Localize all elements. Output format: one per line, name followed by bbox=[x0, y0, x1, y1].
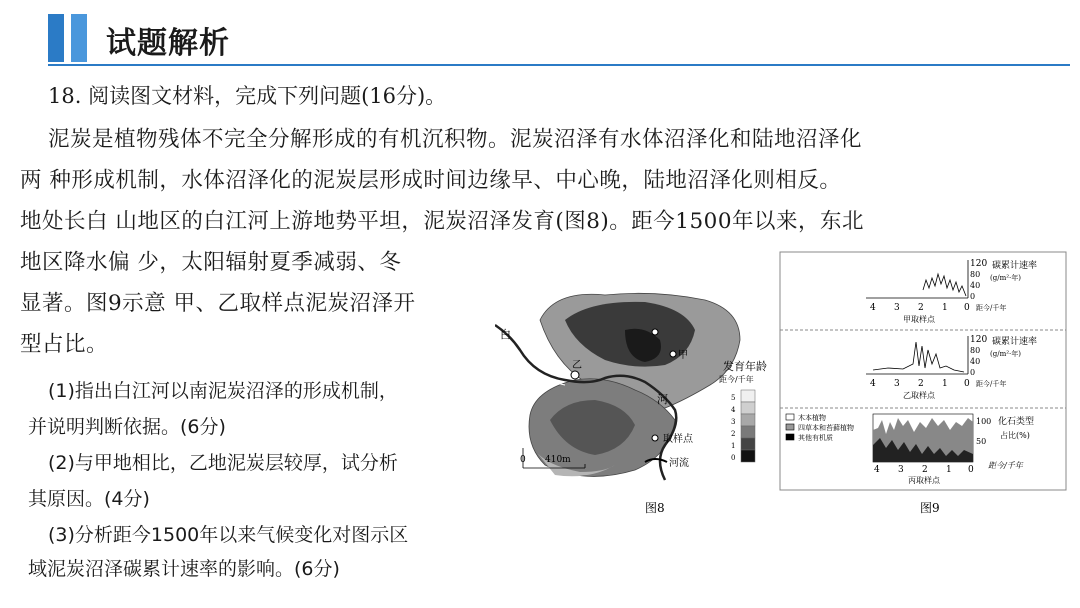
panel1-xtick-0: 0 bbox=[964, 303, 970, 313]
sub-question-3a: (3)分析距今1500年以来气候变化对图示区 bbox=[48, 524, 409, 546]
sub-question-1b: 并说明判断依据。(6分) bbox=[28, 416, 226, 438]
scale-distance: 410m bbox=[545, 455, 571, 465]
panel2-xtick-3: 3 bbox=[894, 379, 900, 389]
map-label-jia: 甲 bbox=[678, 350, 688, 361]
panel1-ylabel: 碳累计速率 bbox=[992, 261, 1038, 271]
material-line-1: 泥炭是植物残体不完全分解形成的有机沉积物。泥炭沼泽有水体沼泽化和陆地沼泽化 bbox=[48, 127, 863, 152]
panel3-legend-other: 其他有机质 bbox=[798, 434, 833, 442]
legend-tick-1: 1 bbox=[731, 442, 736, 450]
panel2-xtick-2: 2 bbox=[918, 379, 924, 389]
panel3-legend-herb: 四草本和苔藓植物 bbox=[798, 424, 854, 432]
panel3-xtick-0: 0 bbox=[968, 465, 974, 475]
sub-question-2a: (2)与甲地相比，乙地泥炭层较厚，试分析 bbox=[48, 452, 398, 474]
panel2-ytick-0: 0 bbox=[970, 368, 976, 377]
panel3-legend-woody: 木本植物 bbox=[798, 414, 826, 422]
panel2-unit: (g/m²·年) bbox=[990, 350, 1021, 358]
map-label-he: 河 bbox=[657, 393, 668, 406]
panel1-xtick-4: 4 bbox=[870, 303, 876, 313]
figure-8-caption: 图8 bbox=[645, 501, 665, 515]
legend-river-label: 河流 bbox=[669, 458, 689, 469]
header-accent-bar bbox=[48, 14, 64, 62]
scale-zero: 0 bbox=[520, 455, 526, 465]
legend-tick-0: 0 bbox=[731, 454, 736, 462]
sub-question-3b: 域泥炭沼泽碳累计速率的影响。(6分) bbox=[28, 558, 340, 580]
figure-9-charts bbox=[778, 250, 1070, 525]
sub-question-2b: 其原因。(4分) bbox=[28, 488, 150, 510]
sample-point-marker-2 bbox=[670, 351, 676, 357]
panel3-site: 丙取样点 bbox=[908, 476, 940, 485]
legend-swatch-5 bbox=[741, 390, 755, 402]
legend-title: 发育年龄 bbox=[723, 360, 767, 373]
panel1-ytick-0: 0 bbox=[970, 292, 976, 301]
panel3-xtick-4: 4 bbox=[874, 465, 880, 475]
panel1-unit: (g/m²·年) bbox=[990, 274, 1021, 282]
panel2-xtick-0: 0 bbox=[964, 379, 970, 389]
map-label-yi: 乙 bbox=[572, 360, 582, 371]
material-line-2: 两 种形成机制，水体沼泽化的泥炭层形成时间边缘早、中心晚，陆地沼泽化则相反。 bbox=[20, 168, 842, 193]
panel3-xtick-1: 1 bbox=[946, 465, 952, 475]
panel3-legend-woody-swatch bbox=[786, 414, 794, 420]
panel3-ylabel2: 占比(%) bbox=[1000, 431, 1030, 440]
panel1-xtick-3: 3 bbox=[894, 303, 900, 313]
panel2-ytick-120: 120 bbox=[970, 335, 988, 345]
legend-swatch-4 bbox=[741, 402, 755, 414]
legend-swatch-0 bbox=[741, 450, 755, 462]
legend-swatch-2 bbox=[741, 426, 755, 438]
sample-point-yi-marker bbox=[571, 371, 579, 379]
legend-tick-5: 5 bbox=[731, 394, 736, 402]
panel1-xtick-1: 1 bbox=[942, 303, 948, 313]
panel1-site: 甲取样点 bbox=[903, 315, 935, 324]
panel3-ytick-100: 100 bbox=[976, 417, 992, 426]
legend-tick-2: 2 bbox=[731, 430, 736, 438]
header-divider bbox=[48, 64, 1070, 66]
legend-tick-3: 3 bbox=[731, 418, 736, 426]
legend-swatch-1 bbox=[741, 438, 755, 450]
panel3-ylabel: 化石类型 bbox=[998, 417, 1035, 427]
page-title: 试题解析 bbox=[106, 26, 230, 61]
panel1-xtick-2: 2 bbox=[918, 303, 924, 313]
panel1-xunit: 距今/千年 bbox=[976, 304, 1007, 312]
sample-point-jia-marker bbox=[652, 329, 658, 335]
material-line-3: 地处长白 山地区的白江河上游地势平坦，泥炭沼泽发育(图8)。距今1500年以来，东北 bbox=[20, 209, 865, 234]
panel1-ytick-40: 40 bbox=[970, 281, 981, 290]
panel3-xunit: 距今/千年 bbox=[988, 461, 1023, 470]
legend-tick-4: 4 bbox=[731, 406, 736, 414]
panel2-ylabel: 碳累计速率 bbox=[992, 337, 1038, 347]
legend-sample-label: 取样点 bbox=[663, 434, 693, 445]
material-line-6: 型占比。 bbox=[20, 332, 109, 357]
panel3-legend-herb-swatch bbox=[786, 424, 794, 430]
material-line-5: 显著。图9示意 甲、乙取样点泥炭沼泽开 bbox=[20, 291, 416, 316]
question-heading: 18. 阅读图文材料，完成下列问题(16分)。 bbox=[48, 84, 447, 108]
legend-unit: 距今/千年 bbox=[719, 375, 754, 384]
panel3-xtick-3: 3 bbox=[898, 465, 904, 475]
sub-question-1a: (1)指出白江河以南泥炭沼泽的形成机制， bbox=[48, 380, 398, 402]
panel3-ytick-50: 50 bbox=[976, 437, 987, 446]
panel2-ytick-80: 80 bbox=[970, 346, 981, 355]
panel3-legend-other-swatch bbox=[786, 434, 794, 440]
panel2-xtick-1: 1 bbox=[942, 379, 948, 389]
figure-9-caption: 图9 bbox=[920, 501, 940, 515]
panel1-ytick-80: 80 bbox=[970, 270, 981, 279]
legend-swatch-3 bbox=[741, 414, 755, 426]
figure-8-map bbox=[495, 250, 780, 525]
panel2-xtick-4: 4 bbox=[870, 379, 876, 389]
header-accent-bar-2 bbox=[71, 14, 87, 62]
panel3-xtick-2: 2 bbox=[922, 465, 928, 475]
map-label-bai: 白 bbox=[500, 328, 511, 341]
legend-sample-icon bbox=[652, 435, 658, 441]
panel2-ytick-40: 40 bbox=[970, 357, 981, 366]
panel1-ytick-120: 120 bbox=[970, 259, 988, 269]
panel2-site: 乙取样点 bbox=[903, 391, 935, 400]
panel2-xunit: 距今/千年 bbox=[976, 380, 1007, 388]
material-line-4: 地区降水偏 少，太阳辐射夏季减弱、冬 bbox=[20, 250, 402, 275]
